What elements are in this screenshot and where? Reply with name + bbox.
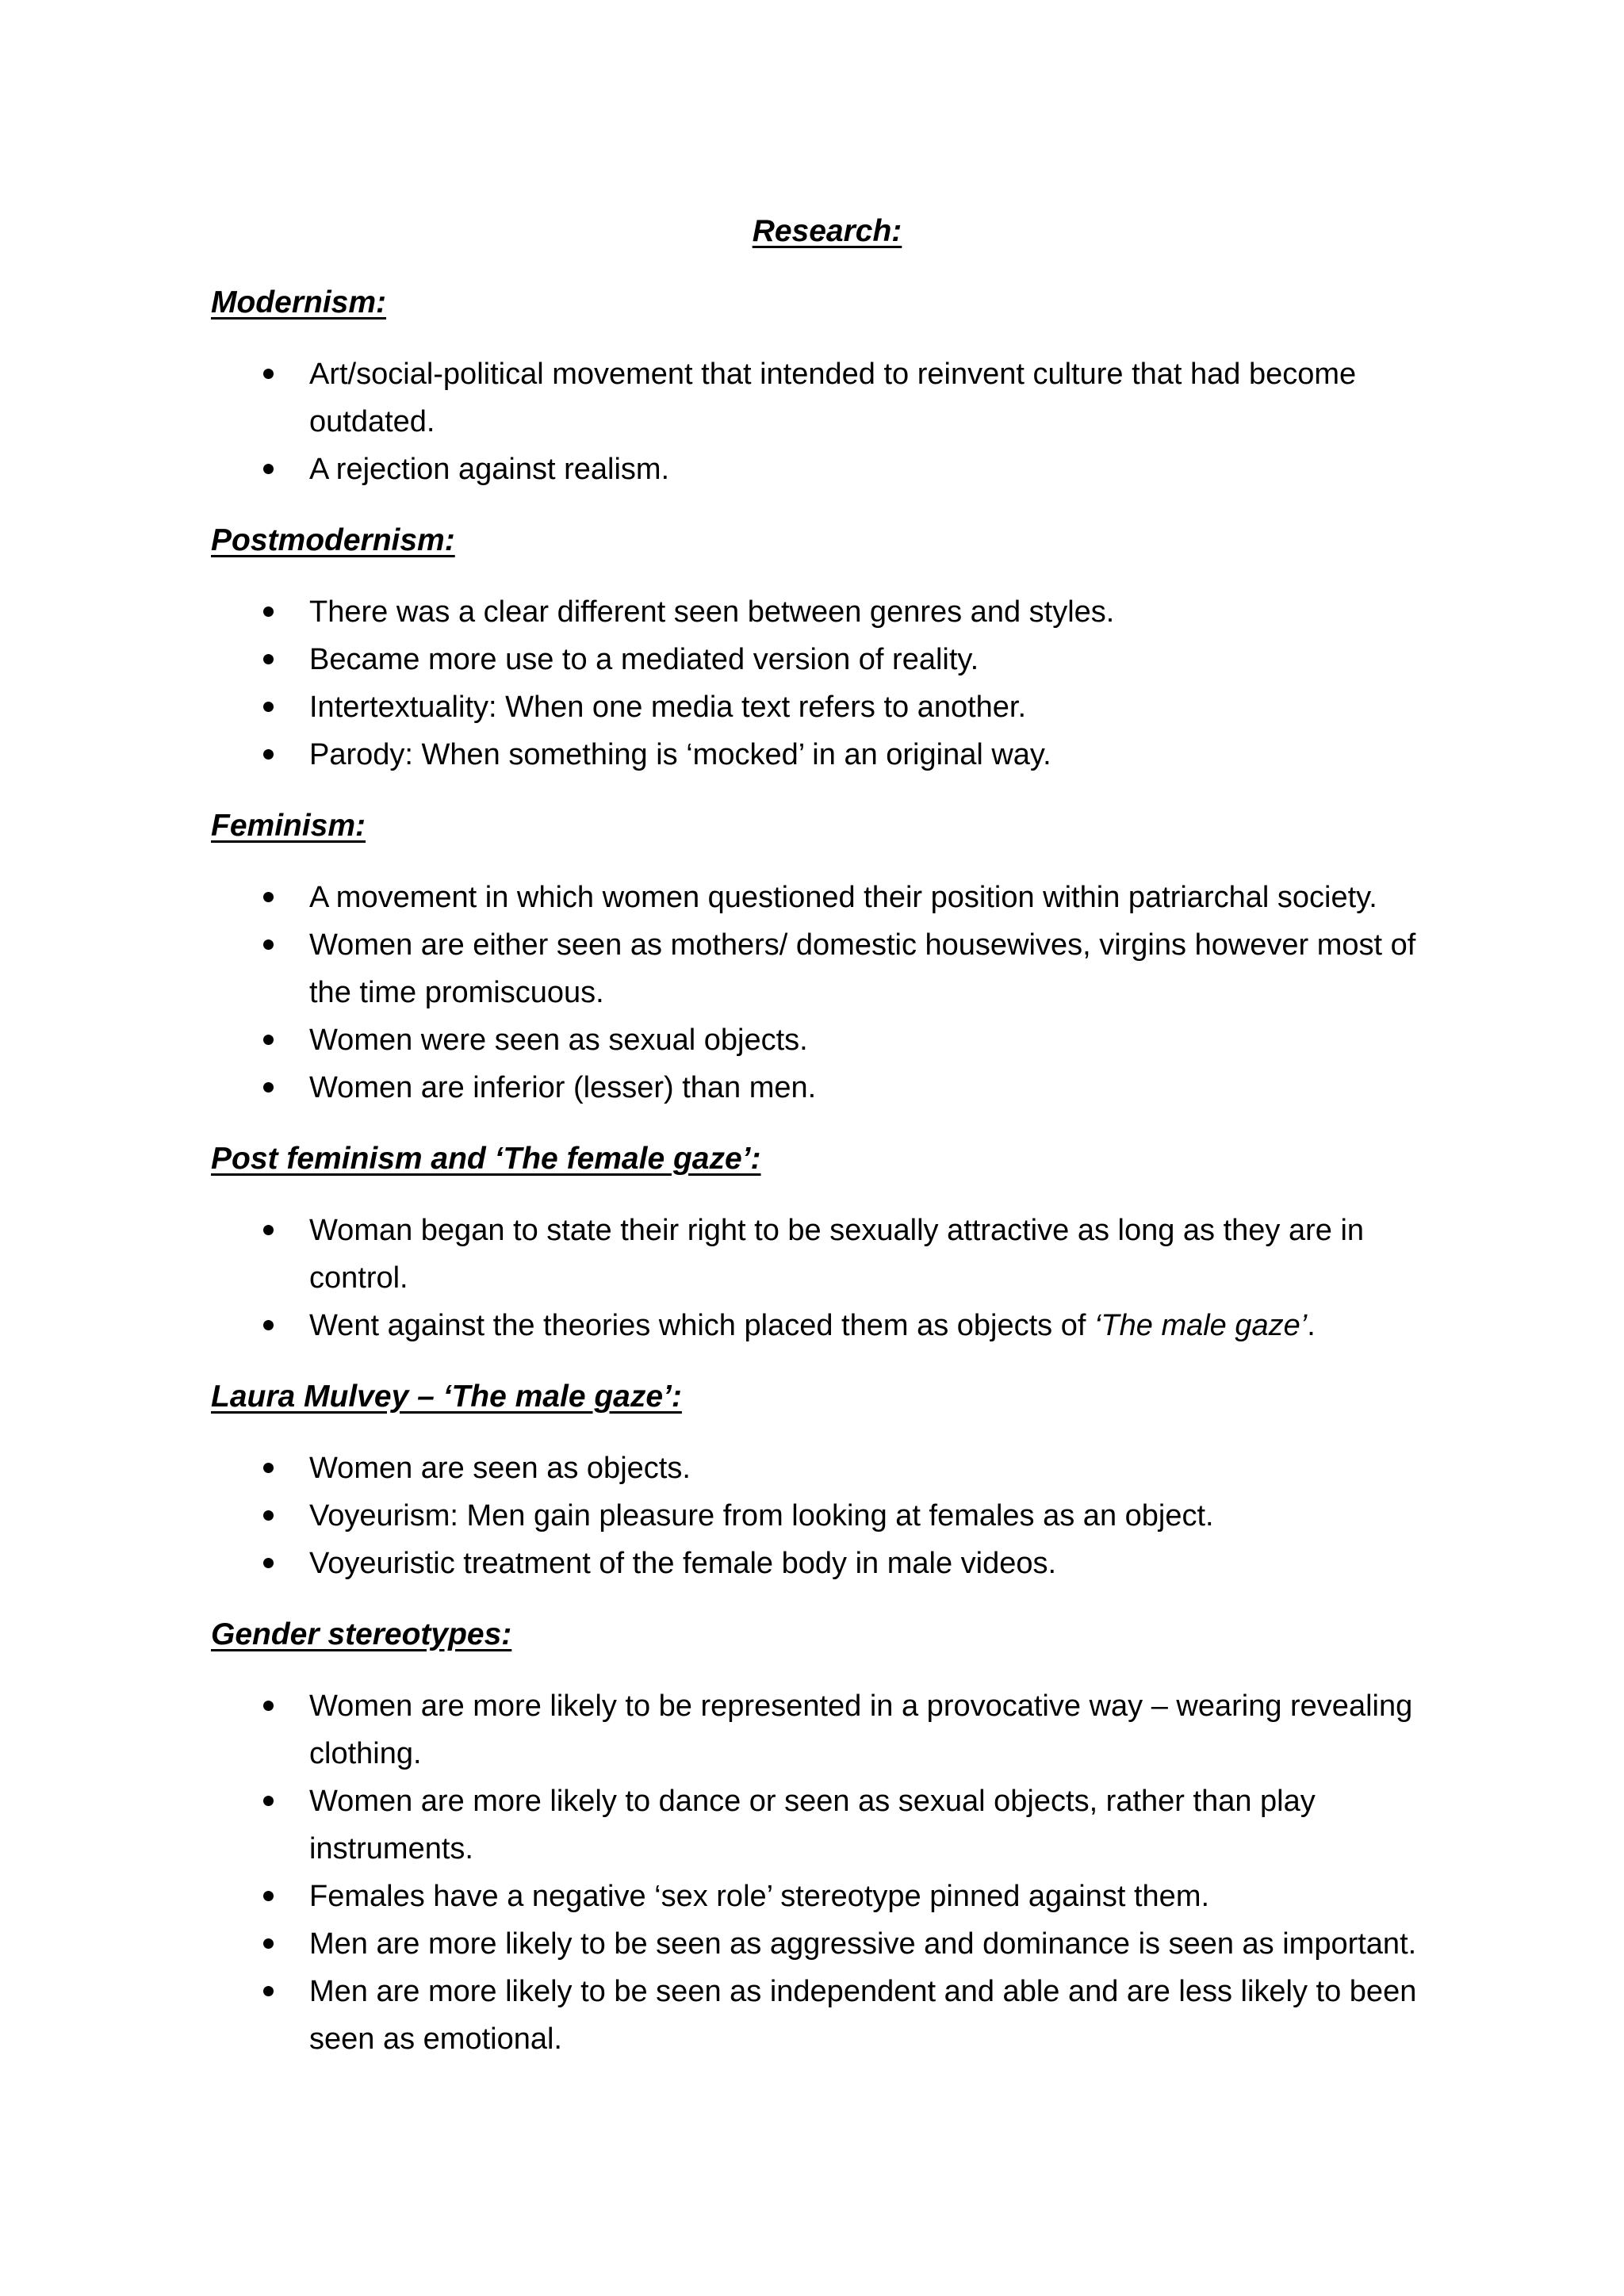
list-item: Females have a negative ‘sex role’ stereotype pinned against them. (211, 1873, 1424, 1920)
section-post-feminism (211, 1135, 1424, 1349)
list-item: Women are more likely to dance or seen as sexual objects, rather than play instruments. (211, 1777, 1424, 1873)
list-item: A movement in which women questioned their position within patriarchal society. (211, 874, 1424, 921)
list-item (211, 1302, 1424, 1349)
list-item: Women are seen as objects. (211, 1445, 1424, 1492)
bullet-list (211, 588, 1424, 779)
bullet-list (211, 874, 1424, 1112)
section-postmodernism (211, 517, 1424, 779)
item-emphasis: ‘The male gaze’ (1094, 1309, 1308, 1342)
list-item: Men are more likely to be seen as aggressive and dominance is seen as important. (211, 1920, 1424, 1968)
list-item: Women are inferior (lesser) than men. (211, 1064, 1424, 1112)
list-item: Intertextuality: When one media text refers to another. (211, 683, 1424, 731)
list-item: Parody: When something is ‘mocked’ in an original way. (211, 731, 1424, 779)
bullet-list (211, 1207, 1424, 1349)
list-item: Art/social-political movement that intended to reinvent culture that had become outdated. (211, 350, 1424, 446)
section-feminism (211, 802, 1424, 1112)
list-item: A rejection against realism. (211, 446, 1424, 493)
item-text: Went against the theories which placed them as objects of (309, 1309, 1094, 1342)
section-heading: Modernism: (211, 285, 387, 320)
item-text-end: . (1307, 1309, 1316, 1342)
section-laura-mulvey (211, 1373, 1424, 1587)
list-item: Voyeuristic treatment of the female body in male videos. (211, 1540, 1424, 1587)
list-item: Became more use to a mediated version of reality. (211, 636, 1424, 683)
page-title: Research: (752, 214, 902, 248)
section-heading: Gender stereotypes: (211, 1617, 512, 1651)
section-gender-stereotypes (211, 1611, 1424, 2063)
list-item: Women are either seen as mothers/ domestic housewives, virgins however most of the time promiscuous. (211, 921, 1424, 1016)
bullet-list (211, 350, 1424, 493)
section-heading: Postmodernism: (211, 523, 455, 557)
list-item: Women were seen as sexual objects. (211, 1016, 1424, 1064)
bullet-list (211, 1445, 1424, 1587)
section-heading: Post feminism and ‘The female gaze’: (211, 1142, 761, 1176)
list-item: Women are more likely to be represented in a provocative way – wearing revealing clothing. (211, 1682, 1424, 1777)
bullet-list (211, 1682, 1424, 2063)
list-item: Woman began to state their right to be sexually attractive as long as they are in control. (211, 1207, 1424, 1302)
document-content (211, 208, 1424, 2087)
section-heading: Laura Mulvey – ‘The male gaze’: (211, 1380, 682, 1414)
section-modernism (211, 279, 1424, 493)
list-item: Men are more likely to be seen as independent and able and are less likely to been seen as emotional. (211, 1968, 1424, 2063)
list-item: Voyeurism: Men gain pleasure from looking at females as an object. (211, 1492, 1424, 1540)
section-heading: Feminism: (211, 809, 366, 843)
list-item: There was a clear different seen between genres and styles. (211, 588, 1424, 636)
